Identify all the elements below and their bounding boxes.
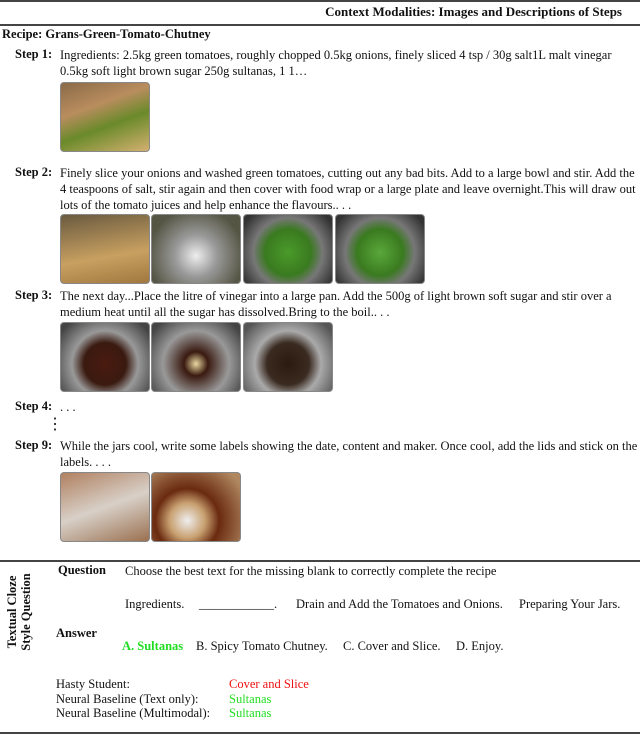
recipe-title: Recipe: Grans-Green-Tomato-Chutney bbox=[2, 27, 211, 41]
sequence-item-4: Preparing Your Jars. bbox=[519, 597, 621, 611]
result-answer-text-only: Sultanas bbox=[229, 691, 272, 706]
bottom-rule bbox=[0, 732, 640, 734]
results-names bbox=[56, 677, 210, 721]
step-3-image-1 bbox=[60, 322, 150, 392]
result-name-hasty: Hasty Student: bbox=[56, 677, 130, 691]
step-3-text: The next day...Place the litre of vinegar into a large pan. Add the 500g of light brown soft sugar and stir over a medium heat until all the sugar has dissolved.Bring to the boil.. . . bbox=[60, 289, 612, 319]
option-b: B. Spicy Tomato Chutney. bbox=[196, 639, 328, 653]
header-title: Context Modalities: Images and Descriptions of Steps bbox=[325, 4, 622, 19]
step-9-image-1 bbox=[60, 472, 150, 542]
step-2-image-1 bbox=[60, 214, 150, 284]
vertical-ellipsis: ⋮ bbox=[47, 416, 63, 433]
step-3-image-3 bbox=[243, 322, 333, 392]
result-name-multimodal: Neural Baseline (Multimodal): bbox=[56, 706, 211, 720]
step-2-label: Step 2: bbox=[15, 165, 53, 179]
top-rule bbox=[0, 0, 640, 2]
section-rule bbox=[0, 560, 640, 562]
answer-label: Answer bbox=[56, 626, 97, 640]
step-2-text: Finely slice your onions and washed green tomatoes, cutting out any bad bits. Add to a large bowl and stir. Add the 4 teaspoons of salt, stir again and then cover with food wrap or a large plate and leave overnight.This will draw out lots of the tomato juices and help enhance the flavours.. . . bbox=[60, 166, 636, 212]
step-3-image-2 bbox=[151, 322, 241, 392]
step-2-image-4 bbox=[335, 214, 425, 284]
header-rule bbox=[0, 24, 640, 26]
result-name-text-only: Neural Baseline (Text only): bbox=[56, 691, 199, 706]
option-c: C. Cover and Slice. bbox=[343, 639, 441, 653]
question-label: Question bbox=[58, 563, 106, 577]
step-2-image-3 bbox=[243, 214, 333, 284]
sequence-item-1: Ingredients. bbox=[125, 597, 185, 611]
step-3-label: Step 3: bbox=[15, 288, 53, 302]
result-answer-multimodal: Sultanas bbox=[229, 706, 272, 720]
step-9-text: While the jars cool, write some labels showing the date, content and maker. Once cool, add the lids and stick on the labels. . . . bbox=[60, 439, 638, 469]
sequence-item-3: Drain and Add the Tomatoes and Onions. bbox=[296, 597, 503, 611]
results-answers bbox=[229, 677, 309, 721]
step-1-label: Step 1: bbox=[15, 47, 53, 61]
side-label-line-2: Style Question bbox=[19, 573, 33, 651]
option-d: D. Enjoy. bbox=[456, 639, 504, 653]
step-1-image bbox=[60, 82, 150, 152]
step-9-image-2 bbox=[151, 472, 241, 542]
step-9-label: Step 9: bbox=[15, 438, 53, 452]
side-label-line-1: Textual Cloze bbox=[5, 575, 19, 649]
step-4-text: . . . bbox=[60, 400, 76, 414]
side-label bbox=[5, 557, 33, 667]
option-a-correct: A. Sultanas bbox=[122, 639, 184, 653]
step-1-text: Ingredients: 2.5kg green tomatoes, roughly chopped 0.5kg onions, finely sliced 4 tsp / 30g salt1L malt vinegar 0.5kg soft light brown sugar 250g sultanas, 1 1… bbox=[60, 48, 612, 78]
result-answer-hasty: Cover and Slice bbox=[229, 677, 309, 691]
step-4-label: Step 4: bbox=[15, 399, 53, 413]
sequence-blank: ____________. bbox=[199, 597, 278, 611]
step-2-image-2 bbox=[151, 214, 241, 284]
question-text: Choose the best text for the missing blank to correctly complete the recipe bbox=[125, 564, 497, 578]
